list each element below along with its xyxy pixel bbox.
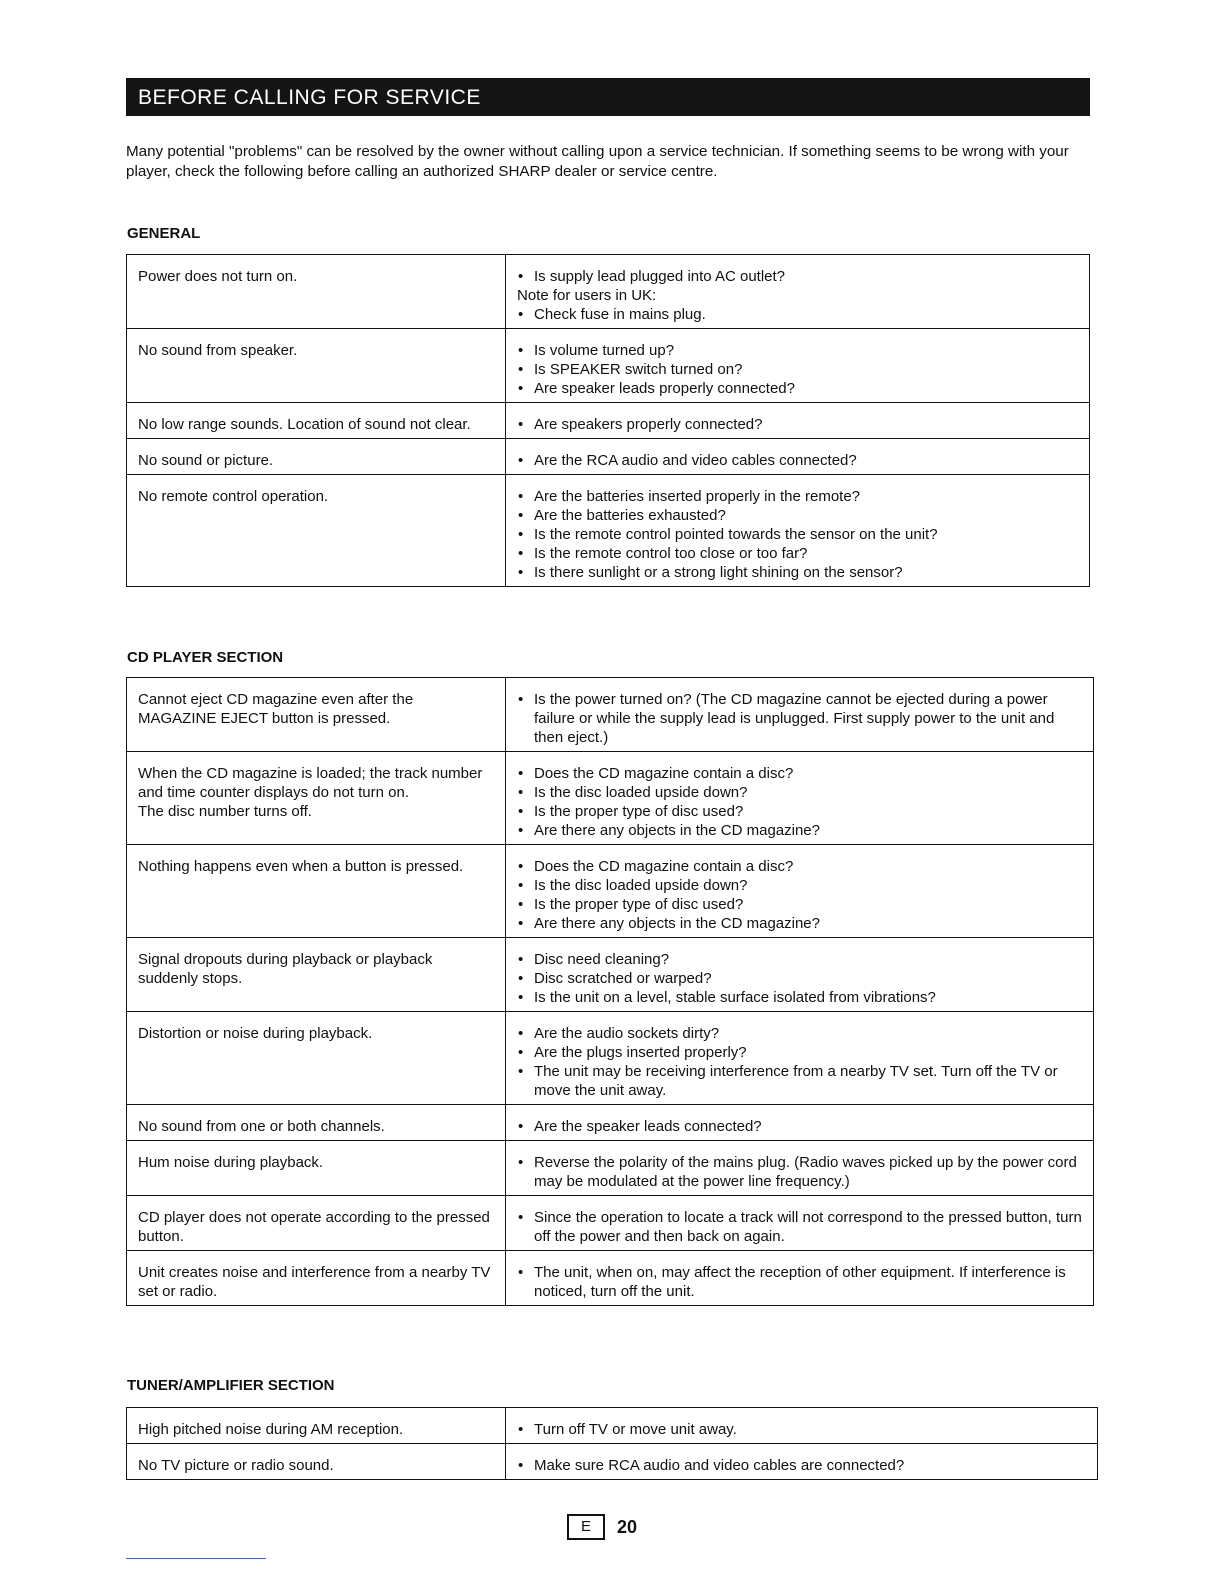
check-item: • Since the operation to locate a track will not correspond to the pressed button, turn off the power and then back on again.: [517, 1208, 1083, 1246]
check-note: Note for users in UK:: [517, 287, 657, 304]
section-title-tuner-amplifier: TUNER/AMPLIFIER SECTION: [127, 1377, 335, 1394]
check-list: [517, 764, 1083, 840]
check-item: • Does the CD magazine contain a disc?: [517, 857, 1083, 876]
check-list: [517, 1263, 1083, 1301]
check-item: • Is the proper type of disc used?: [517, 802, 1083, 821]
check-cell: [506, 1012, 1094, 1105]
symptom-cell: [127, 1105, 506, 1141]
symptom-text: CD player does not operate according to the pressed button.: [138, 1209, 490, 1245]
check-cell: [506, 1251, 1094, 1306]
check-item: • Is the remote control too close or too far?: [517, 544, 1079, 563]
check-item: • Are there any objects in the CD magazine?: [517, 821, 1083, 840]
symptom-cell: [127, 255, 506, 329]
check-item: • Are the plugs inserted properly?: [517, 1043, 1083, 1062]
page-number-value: 20: [617, 1516, 638, 1537]
symptom-text: The disc number turns off.: [138, 803, 312, 820]
symptom-cell: [127, 938, 506, 1012]
symptom-text: No sound from speaker.: [138, 342, 298, 359]
check-list: [517, 690, 1083, 747]
symptom-text: Unit creates noise and interference from a nearby TV set or radio.: [138, 1264, 491, 1300]
table-row: [127, 678, 1094, 752]
check-item: • Check fuse in mains plug.: [517, 305, 1079, 324]
check-item: • Are speaker leads properly connected?: [517, 379, 1079, 398]
symptom-text: Cannot eject CD magazine even after the MAGAZINE EJECT button is pressed.: [138, 691, 414, 727]
check-item: • Disc scratched or warped?: [517, 969, 1083, 988]
tuner-amplifier-table: [126, 1407, 1098, 1480]
symptom-text: No remote control operation.: [138, 488, 329, 505]
table-row: [127, 1444, 1098, 1480]
check-list: [517, 267, 1079, 324]
check-cell: [506, 255, 1090, 329]
table-row: [127, 1012, 1094, 1105]
check-list: [517, 1208, 1083, 1246]
symptom-cell: [127, 329, 506, 403]
check-cell: [506, 845, 1094, 938]
table-row: [127, 1408, 1098, 1444]
check-list: [517, 1117, 1083, 1136]
check-item: • Is the power turned on? (The CD magazine cannot be ejected during a power failure or while the supply lead is unplugged. First supply power to the unit and then eject.): [517, 690, 1083, 747]
symptom-text: Signal dropouts during playback or playback suddenly stops.: [138, 951, 433, 987]
symptom-cell: [127, 1251, 506, 1306]
check-list: [517, 451, 1079, 470]
check-list: [517, 857, 1083, 933]
symptom-text: No sound from one or both channels.: [138, 1118, 385, 1135]
symptom-cell: [127, 1012, 506, 1105]
symptom-cell: [127, 752, 506, 845]
check-list: [517, 1153, 1083, 1191]
symptom-cell: [127, 845, 506, 938]
table-row: [127, 845, 1094, 938]
symptom-cell: [127, 1444, 506, 1480]
check-item: • Make sure RCA audio and video cables are connected?: [517, 1456, 1087, 1475]
check-cell: [506, 1105, 1094, 1141]
check-item: • The unit may be receiving interference from a nearby TV set. Turn off the TV or move the unit away.: [517, 1062, 1083, 1100]
language-box: E: [567, 1514, 605, 1540]
check-item: • Are the batteries inserted properly in the remote?: [517, 487, 1079, 506]
symptom-text: High pitched noise during AM reception.: [138, 1421, 404, 1438]
page-title: BEFORE CALLING FOR SERVICE: [138, 86, 481, 109]
symptom-cell: [127, 1141, 506, 1196]
check-cell: [506, 938, 1094, 1012]
check-item: • Are the speaker leads connected?: [517, 1117, 1083, 1136]
table-row: [127, 1196, 1094, 1251]
check-list: [517, 341, 1079, 398]
check-cell: [506, 1408, 1098, 1444]
check-cell: [506, 1141, 1094, 1196]
section-title-cd-player: CD PLAYER SECTION: [127, 649, 284, 666]
check-item: • Are there any objects in the CD magazine?: [517, 914, 1083, 933]
check-item: • Is the remote control pointed towards the sensor on the unit?: [517, 525, 1079, 544]
check-cell: [506, 678, 1094, 752]
check-cell: [506, 475, 1090, 587]
intro-paragraph: Many potential "problems" can be resolved by the owner without calling upon a service technician. If something seems to be wrong with your player, check the following before calling an authorized SHARP dealer or service centre.: [126, 143, 1069, 180]
symptom-cell: [127, 1196, 506, 1251]
check-item: • Is there sunlight or a strong light shining on the sensor?: [517, 563, 1079, 582]
symptom-text: When the CD magazine is loaded; the track number and time counter displays do not turn on.: [138, 765, 483, 801]
table-row: [127, 403, 1090, 439]
general-table: [126, 254, 1090, 587]
check-item: • Reverse the polarity of the mains plug. (Radio waves picked up by the power cord may be modulated at the power line frequency.): [517, 1153, 1083, 1191]
symptom-cell: [127, 1408, 506, 1444]
table-row: [127, 255, 1090, 329]
table-row: [127, 329, 1090, 403]
symptom-text: Nothing happens even when a button is pressed.: [138, 858, 464, 875]
table-row: [127, 752, 1094, 845]
check-cell: [506, 1196, 1094, 1251]
check-cell: [506, 439, 1090, 475]
symptom-text: No low range sounds. Location of sound not clear.: [138, 416, 471, 433]
check-item: • Is supply lead plugged into AC outlet?: [517, 267, 1079, 286]
symptom-text: No TV picture or radio sound.: [138, 1457, 334, 1474]
table-row: [127, 1251, 1094, 1306]
footer-rule: [126, 1558, 266, 1559]
check-list: [517, 1024, 1083, 1100]
check-item: • Are speakers properly connected?: [517, 415, 1079, 434]
symptom-cell: [127, 678, 506, 752]
page-title-banner: [126, 78, 1090, 116]
check-item: • Are the audio sockets dirty?: [517, 1024, 1083, 1043]
symptom-text: Distortion or noise during playback.: [138, 1025, 373, 1042]
check-item: • The unit, when on, may affect the reception of other equipment. If interference is noticed, turn off the unit.: [517, 1263, 1083, 1301]
check-item: • Turn off TV or move unit away.: [517, 1420, 1087, 1439]
check-item: • Are the RCA audio and video cables connected?: [517, 451, 1079, 470]
page-number: [567, 1514, 637, 1540]
check-list: [517, 415, 1079, 434]
symptom-cell: [127, 403, 506, 439]
check-cell: [506, 329, 1090, 403]
table-row: [127, 1105, 1094, 1141]
check-cell: [506, 1444, 1098, 1480]
check-item: • Disc need cleaning?: [517, 950, 1083, 969]
table-row: [127, 475, 1090, 587]
check-item: • Does the CD magazine contain a disc?: [517, 764, 1083, 783]
symptom-cell: [127, 475, 506, 587]
symptom-text: Hum noise during playback.: [138, 1154, 324, 1171]
symptom-text: Power does not turn on.: [138, 268, 298, 285]
check-cell: [506, 403, 1090, 439]
symptom-text: No sound or picture.: [138, 452, 274, 469]
cd-player-table: [126, 677, 1094, 1306]
section-title-general: GENERAL: [127, 225, 201, 242]
check-item: • Is SPEAKER switch turned on?: [517, 360, 1079, 379]
symptom-cell: [127, 439, 506, 475]
check-list: [517, 1420, 1087, 1439]
check-item: • Is the disc loaded upside down?: [517, 876, 1083, 895]
check-list: [517, 1456, 1087, 1475]
check-cell: [506, 752, 1094, 845]
check-item: • Is the unit on a level, stable surface isolated from vibrations?: [517, 988, 1083, 1007]
check-item: • Is the disc loaded upside down?: [517, 783, 1083, 802]
table-row: [127, 938, 1094, 1012]
check-item: • Is volume turned up?: [517, 341, 1079, 360]
check-list: [517, 950, 1083, 1007]
check-item: • Are the batteries exhausted?: [517, 506, 1079, 525]
table-row: [127, 1141, 1094, 1196]
check-item: • Is the proper type of disc used?: [517, 895, 1083, 914]
check-list: [517, 487, 1079, 582]
table-row: [127, 439, 1090, 475]
